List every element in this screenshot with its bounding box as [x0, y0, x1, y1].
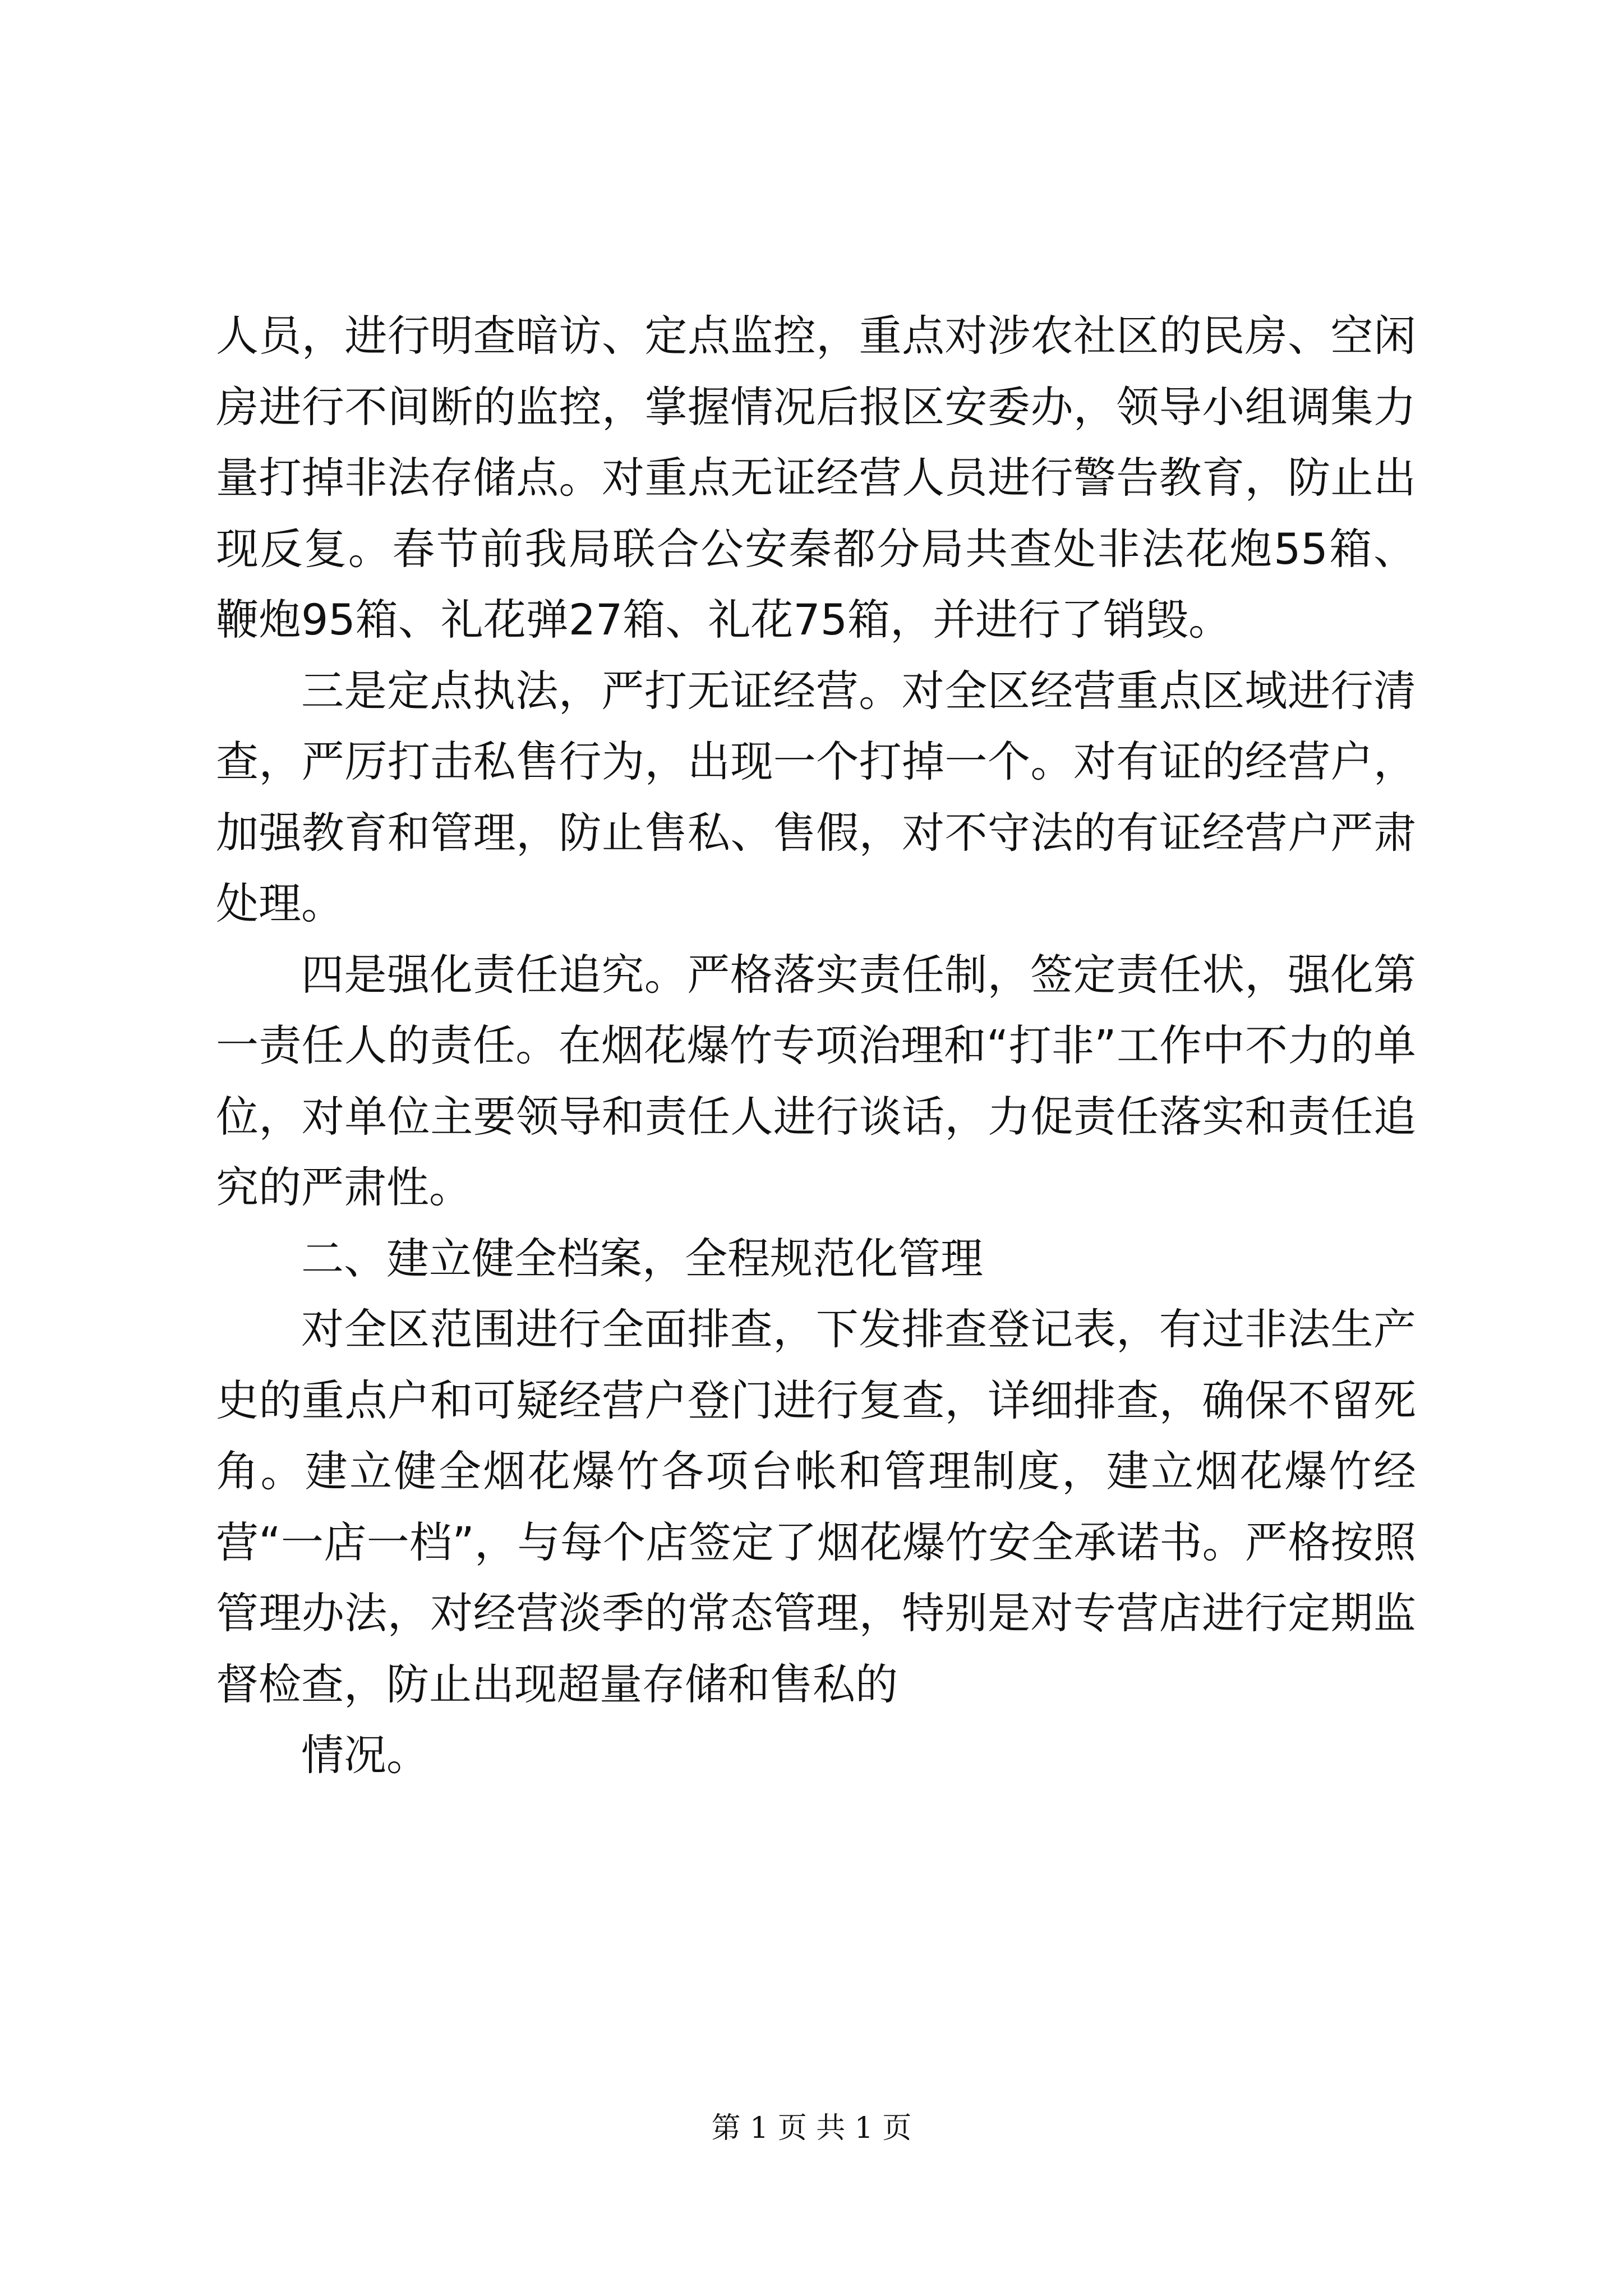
paragraph-3: 四是强化责任追究。严格落实责任制，签定责任状，强化第一责任人的责任。在烟花爆竹专项治理和“打非”工作中不力的单位，对单位主要领导和责任人进行谈话，力促责任落实和责任追究的严肃性。	[216, 949, 1416, 1212]
paragraph-2: 三是定点执法，严打无证经营。对全区经营重点区域进行清查，严厉打击私售行为，出现一个打掉一个。对有证的经营户，加强教育和管理，防止售私、售假，对不守法的有证经营户严肃处理。	[216, 665, 1416, 928]
document-body	[216, 301, 1416, 1791]
paragraph-1: 人员，进行明查暗访、定点监控，重点对涉农社区的民房、空闲房进行不间断的监控，掌握情况后报区安委办，领导小组调集力量打掉非法存储点。对重点无证经营人员进行警告教育，防止出现反复。春节前我局联合公安秦都分局共查处非法花炮55箱、鞭炮95箱、礼花弹27箱、礼花75箱，并进行了销毁。	[216, 311, 1416, 645]
section-heading: 二、建立健全档案，全程规范化管理	[301, 1233, 983, 1283]
paragraph-4: 对全区范围进行全面排查，下发排查登记表，有过非法生产史的重点户和可疑经营户登门进行复查，详细排查，确保不留死角。建立健全烟花爆竹各项台帐和管理制度，建立烟花爆竹经营“一店一档”，与每个店签定了烟花爆竹安全承诺书。严格按照管理办法，对经营淡季的常态管理，特别是对专营店进行定期监督检查，防止出现超量存储和售私的	[216, 1304, 1416, 1709]
page-footer: 第 1 页 共 1 页	[711, 2111, 912, 2145]
paragraph-5: 情况。	[301, 1730, 429, 1780]
